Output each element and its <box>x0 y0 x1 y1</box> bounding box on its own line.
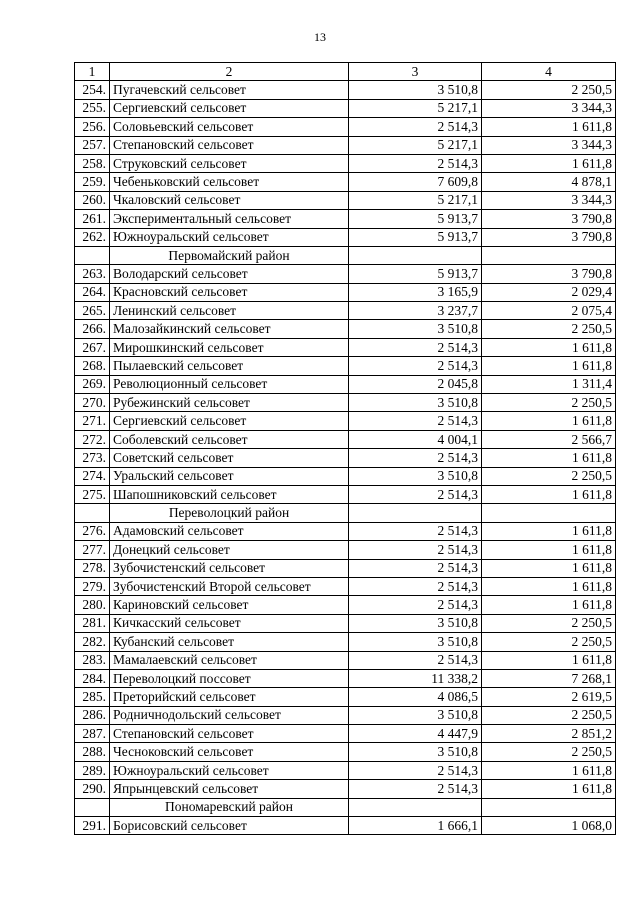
table-row <box>75 357 616 375</box>
value-column-4: 1 611,8 <box>482 118 616 136</box>
settlement-name: Южноуральский сельсовет <box>110 761 349 779</box>
row-number: 276. <box>75 522 110 540</box>
value-column-3: 2 045,8 <box>349 375 482 393</box>
row-number: 286. <box>75 706 110 724</box>
value-column-3: 3 237,7 <box>349 302 482 320</box>
row-number: 287. <box>75 725 110 743</box>
value-column-3: 3 510,8 <box>349 320 482 338</box>
row-number: 273. <box>75 449 110 467</box>
district-row <box>75 246 616 264</box>
value-column-3: 2 514,3 <box>349 338 482 356</box>
settlement-name: Чесноковский сельсовет <box>110 743 349 761</box>
table-row <box>75 743 616 761</box>
value-column-3: 2 514,3 <box>349 357 482 375</box>
district-value-cell <box>482 504 616 522</box>
district-value-cell <box>482 798 616 816</box>
value-column-4: 1 611,8 <box>482 761 616 779</box>
settlement-name: Соловьевский сельсовет <box>110 118 349 136</box>
value-column-4: 1 611,8 <box>482 449 616 467</box>
value-column-4: 1 611,8 <box>482 412 616 430</box>
table-row <box>75 154 616 172</box>
table-row <box>75 817 616 835</box>
value-column-3: 2 514,3 <box>349 541 482 559</box>
settlement-name: Мирошкинский сельсовет <box>110 338 349 356</box>
row-number: 275. <box>75 485 110 503</box>
table-row <box>75 706 616 724</box>
header-cell-1: 1 <box>75 63 110 81</box>
district-number-cell <box>75 504 110 522</box>
district-name: Пономаревский район <box>110 798 349 816</box>
value-column-4: 2 029,4 <box>482 283 616 301</box>
value-column-4: 2 250,5 <box>482 614 616 632</box>
settlement-name: Малозайкинский сельсовет <box>110 320 349 338</box>
settlement-name: Южноуральский сельсовет <box>110 228 349 246</box>
district-number-cell <box>75 246 110 264</box>
value-column-4: 2 566,7 <box>482 430 616 448</box>
value-column-3: 11 338,2 <box>349 669 482 687</box>
value-column-4: 2 250,5 <box>482 394 616 412</box>
value-column-3: 3 510,8 <box>349 614 482 632</box>
row-number: 274. <box>75 467 110 485</box>
value-column-3: 5 913,7 <box>349 210 482 228</box>
value-column-4: 1 311,4 <box>482 375 616 393</box>
settlement-name: Мамалаевский сельсовет <box>110 651 349 669</box>
value-column-3: 2 514,3 <box>349 761 482 779</box>
row-number: 271. <box>75 412 110 430</box>
table-row <box>75 118 616 136</box>
table-row <box>75 81 616 99</box>
value-column-3: 2 514,3 <box>349 449 482 467</box>
settlement-name: Борисовский сельсовет <box>110 817 349 835</box>
value-column-4: 1 611,8 <box>482 596 616 614</box>
value-column-4: 1 611,8 <box>482 577 616 595</box>
table-row <box>75 780 616 798</box>
settlement-name: Кичкасский сельсовет <box>110 614 349 632</box>
row-number: 266. <box>75 320 110 338</box>
row-number: 260. <box>75 191 110 209</box>
row-number: 284. <box>75 669 110 687</box>
row-number: 257. <box>75 136 110 154</box>
table-row <box>75 669 616 687</box>
value-column-4: 2 250,5 <box>482 320 616 338</box>
value-column-3: 2 514,3 <box>349 559 482 577</box>
district-value-cell <box>482 246 616 264</box>
table-row <box>75 136 616 154</box>
settlement-name: Струковский сельсовет <box>110 154 349 172</box>
settlement-name: Сергиевский сельсовет <box>110 412 349 430</box>
value-column-3: 2 514,3 <box>349 412 482 430</box>
value-column-4: 3 790,8 <box>482 265 616 283</box>
value-column-3: 3 510,8 <box>349 706 482 724</box>
value-column-4: 3 344,3 <box>482 136 616 154</box>
district-row <box>75 504 616 522</box>
row-number: 280. <box>75 596 110 614</box>
row-number: 281. <box>75 614 110 632</box>
district-number-cell <box>75 798 110 816</box>
value-column-4: 4 878,1 <box>482 173 616 191</box>
settlement-name: Пугачевский сельсовет <box>110 81 349 99</box>
settlement-name: Сергиевский сельсовет <box>110 99 349 117</box>
table-header-row <box>75 63 616 81</box>
value-column-4: 2 250,5 <box>482 706 616 724</box>
table-row <box>75 265 616 283</box>
value-column-4: 1 611,8 <box>482 338 616 356</box>
district-value-cell <box>349 504 482 522</box>
row-number: 279. <box>75 577 110 595</box>
row-number: 270. <box>75 394 110 412</box>
row-number: 263. <box>75 265 110 283</box>
row-number: 291. <box>75 817 110 835</box>
row-number: 261. <box>75 210 110 228</box>
row-number: 285. <box>75 688 110 706</box>
table-row <box>75 375 616 393</box>
value-column-4: 1 611,8 <box>482 522 616 540</box>
row-number: 268. <box>75 357 110 375</box>
row-number: 290. <box>75 780 110 798</box>
row-number: 277. <box>75 541 110 559</box>
table-row <box>75 302 616 320</box>
settlement-name: Адамовский сельсовет <box>110 522 349 540</box>
value-column-4: 7 268,1 <box>482 669 616 687</box>
value-column-4: 2 250,5 <box>482 633 616 651</box>
value-column-3: 4 447,9 <box>349 725 482 743</box>
settlement-name: Володарский сельсовет <box>110 265 349 283</box>
row-number: 278. <box>75 559 110 577</box>
value-column-3: 2 514,3 <box>349 577 482 595</box>
table-row <box>75 228 616 246</box>
settlement-name: Преторийский сельсовет <box>110 688 349 706</box>
row-number: 289. <box>75 761 110 779</box>
header-cell-3: 3 <box>349 63 482 81</box>
settlement-name: Япрынцевский сельсовет <box>110 780 349 798</box>
settlement-name: Степановский сельсовет <box>110 725 349 743</box>
value-column-3: 3 510,8 <box>349 743 482 761</box>
settlement-name: Чкаловский сельсовет <box>110 191 349 209</box>
row-number: 265. <box>75 302 110 320</box>
settlement-name: Зубочистенский сельсовет <box>110 559 349 577</box>
value-column-4: 3 344,3 <box>482 191 616 209</box>
table-row <box>75 394 616 412</box>
value-column-4: 1 611,8 <box>482 154 616 172</box>
value-column-3: 2 514,3 <box>349 651 482 669</box>
table-row <box>75 449 616 467</box>
settlement-name: Степановский сельсовет <box>110 136 349 154</box>
district-name: Первомайский район <box>110 246 349 264</box>
settlement-name: Чебеньковский сельсовет <box>110 173 349 191</box>
row-number: 288. <box>75 743 110 761</box>
value-column-4: 2 851,2 <box>482 725 616 743</box>
row-number: 283. <box>75 651 110 669</box>
settlement-name: Донецкий сельсовет <box>110 541 349 559</box>
table-row <box>75 338 616 356</box>
value-column-4: 2 250,5 <box>482 467 616 485</box>
settlement-name: Зубочистенский Второй сельсовет <box>110 577 349 595</box>
settlement-name: Соболевский сельсовет <box>110 430 349 448</box>
value-column-3: 5 913,7 <box>349 228 482 246</box>
header-cell-4: 4 <box>482 63 616 81</box>
district-value-cell <box>349 246 482 264</box>
value-column-4: 1 611,8 <box>482 780 616 798</box>
value-column-3: 2 514,3 <box>349 118 482 136</box>
row-number: 264. <box>75 283 110 301</box>
table-row <box>75 283 616 301</box>
settlement-name: Уральский сельсовет <box>110 467 349 485</box>
table-row <box>75 320 616 338</box>
value-column-3: 3 165,9 <box>349 283 482 301</box>
settlement-name: Шапошниковский сельсовет <box>110 485 349 503</box>
value-column-4: 1 611,8 <box>482 651 616 669</box>
row-number: 259. <box>75 173 110 191</box>
row-number: 269. <box>75 375 110 393</box>
settlement-name: Родничнодольский сельсовет <box>110 706 349 724</box>
settlement-name: Рубежинский сельсовет <box>110 394 349 412</box>
table-row <box>75 485 616 503</box>
settlement-name: Кариновский сельсовет <box>110 596 349 614</box>
settlement-name: Кубанский сельсовет <box>110 633 349 651</box>
value-column-4: 2 250,5 <box>482 81 616 99</box>
row-number: 262. <box>75 228 110 246</box>
value-column-4: 1 611,8 <box>482 485 616 503</box>
value-column-3: 2 514,3 <box>349 780 482 798</box>
district-row <box>75 798 616 816</box>
table-row <box>75 412 616 430</box>
row-number: 272. <box>75 430 110 448</box>
value-column-4: 1 611,8 <box>482 541 616 559</box>
settlement-name: Ленинский сельсовет <box>110 302 349 320</box>
district-name: Переволоцкий район <box>110 504 349 522</box>
value-column-3: 3 510,8 <box>349 467 482 485</box>
value-column-3: 5 217,1 <box>349 99 482 117</box>
district-value-cell <box>349 798 482 816</box>
value-column-4: 3 790,8 <box>482 228 616 246</box>
table-row <box>75 725 616 743</box>
value-column-4: 2 250,5 <box>482 743 616 761</box>
value-column-3: 4 086,5 <box>349 688 482 706</box>
value-column-4: 3 790,8 <box>482 210 616 228</box>
header-cell-2: 2 <box>110 63 349 81</box>
value-column-3: 7 609,8 <box>349 173 482 191</box>
settlement-name: Переволоцкий поссовет <box>110 669 349 687</box>
settlement-name: Экспериментальный сельсовет <box>110 210 349 228</box>
table-row <box>75 522 616 540</box>
table-row <box>75 430 616 448</box>
settlement-name: Красновский сельсовет <box>110 283 349 301</box>
value-column-3: 2 514,3 <box>349 596 482 614</box>
value-column-4: 2 619,5 <box>482 688 616 706</box>
value-column-4: 3 344,3 <box>482 99 616 117</box>
settlement-name: Революционный сельсовет <box>110 375 349 393</box>
value-column-3: 4 004,1 <box>349 430 482 448</box>
value-column-3: 5 217,1 <box>349 191 482 209</box>
value-column-3: 5 217,1 <box>349 136 482 154</box>
value-column-4: 1 068,0 <box>482 817 616 835</box>
table-row <box>75 633 616 651</box>
value-column-3: 2 514,3 <box>349 154 482 172</box>
table-row <box>75 467 616 485</box>
table-row <box>75 191 616 209</box>
value-column-3: 3 510,8 <box>349 394 482 412</box>
row-number: 256. <box>75 118 110 136</box>
table-row <box>75 577 616 595</box>
table-row <box>75 541 616 559</box>
value-column-3: 2 514,3 <box>349 485 482 503</box>
table-row <box>75 614 616 632</box>
row-number: 258. <box>75 154 110 172</box>
row-number: 254. <box>75 81 110 99</box>
value-column-3: 3 510,8 <box>349 633 482 651</box>
value-column-3: 2 514,3 <box>349 522 482 540</box>
value-column-3: 5 913,7 <box>349 265 482 283</box>
row-number: 255. <box>75 99 110 117</box>
table-row <box>75 651 616 669</box>
page-number: 13 <box>314 30 326 44</box>
settlement-name: Пылаевский сельсовет <box>110 357 349 375</box>
table-row <box>75 210 616 228</box>
value-column-3: 3 510,8 <box>349 81 482 99</box>
budget-allocation-table <box>74 62 616 835</box>
table-row <box>75 559 616 577</box>
settlement-name: Советский сельсовет <box>110 449 349 467</box>
table-row <box>75 173 616 191</box>
row-number: 282. <box>75 633 110 651</box>
table-row <box>75 688 616 706</box>
value-column-4: 1 611,8 <box>482 357 616 375</box>
table-body <box>75 63 616 835</box>
value-column-4: 1 611,8 <box>482 559 616 577</box>
table-row <box>75 761 616 779</box>
table-row <box>75 99 616 117</box>
value-column-4: 2 075,4 <box>482 302 616 320</box>
row-number: 267. <box>75 338 110 356</box>
table-row <box>75 596 616 614</box>
value-column-3: 1 666,1 <box>349 817 482 835</box>
